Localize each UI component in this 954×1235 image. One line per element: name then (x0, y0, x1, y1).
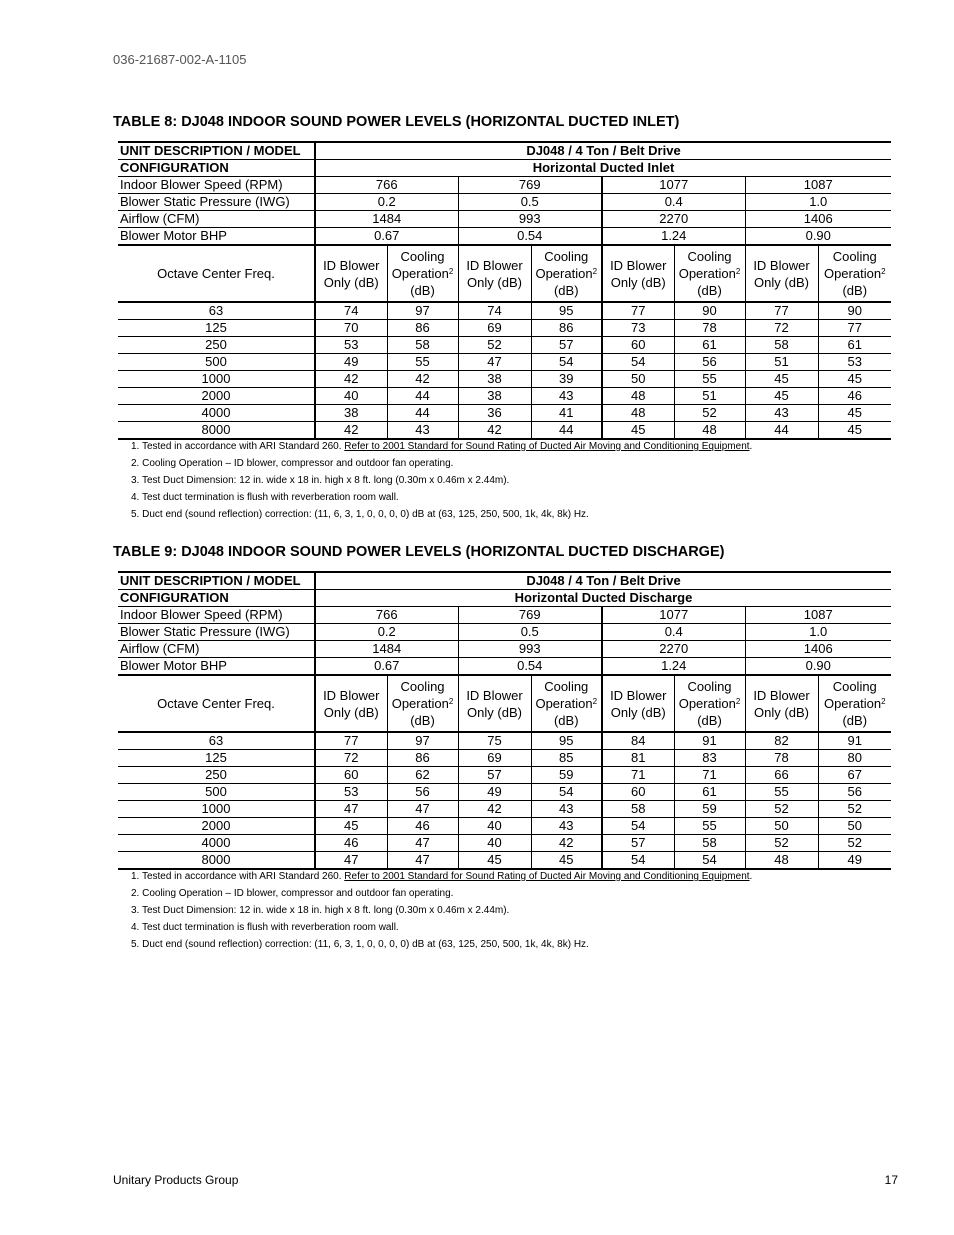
sound-level-value: 47 (387, 835, 458, 852)
sound-level-value: 75 (458, 732, 531, 750)
sound-level-value: 52 (745, 801, 818, 818)
sound-level-value: 47 (387, 801, 458, 818)
sound-level-value: 55 (745, 784, 818, 801)
sound-level-value: 91 (818, 732, 891, 750)
configuration-label: CONFIGURATION (118, 590, 315, 607)
parameter-row (118, 211, 891, 228)
note-5: 5. Duct end (sound reflection) correction: (11, 6, 3, 1, 0, 0, 0, 0) dB at (63, 125, 250, 500, 1k, 4k, 8k) Hz. (131, 509, 589, 520)
parameter-value: 2270 (602, 641, 745, 658)
sound-level-value: 90 (818, 302, 891, 320)
sound-level-value: 38 (458, 371, 531, 388)
sound-level-value: 90 (674, 302, 745, 320)
octave-row (118, 767, 891, 784)
sound-level-value: 69 (458, 750, 531, 767)
blower-only-header: ID Blower Only (dB) (602, 245, 674, 302)
sound-level-value: 74 (458, 302, 531, 320)
cooling-operation-header: Cooling Operation$^2$ (dB) (818, 675, 891, 732)
note-5: 5. Duct end (sound reflection) correction: (11, 6, 3, 1, 0, 0, 0, 0) dB at (63, 125, 250, 500, 1k, 4k, 8k) Hz. (131, 939, 589, 950)
sound-level-value: 58 (674, 835, 745, 852)
octave-frequency: 2000 (118, 818, 315, 835)
sound-level-value: 41 (531, 405, 602, 422)
sound-level-value: 48 (745, 852, 818, 870)
octave-frequency: 1000 (118, 371, 315, 388)
octave-row (118, 422, 891, 440)
octave-frequency: 2000 (118, 388, 315, 405)
sound-level-value: 52 (674, 405, 745, 422)
octave-row (118, 405, 891, 422)
model-row (118, 142, 891, 160)
sound-level-value: 70 (315, 320, 387, 337)
sound-level-value: 39 (531, 371, 602, 388)
cooling-operation-header: Cooling Operation$^2$ (dB) (818, 245, 891, 302)
sound-level-value: 45 (531, 852, 602, 870)
note-2: 2. Cooling Operation – ID blower, compressor and outdoor fan operating. (131, 458, 454, 469)
octave-frequency: 8000 (118, 852, 315, 870)
parameter-label: Airflow (CFM) (118, 641, 315, 658)
sound-level-value: 57 (531, 337, 602, 354)
sound-level-value: 58 (745, 337, 818, 354)
parameter-value: 1406 (745, 211, 891, 228)
parameter-value: 0.67 (315, 658, 458, 676)
sound-level-value: 45 (602, 422, 674, 440)
blower-only-header: ID Blower Only (dB) (745, 675, 818, 732)
note-1: 1. Tested in accordance with ARI Standard 260. Refer to 2001 Standard for Sound Rating of Ducted Air Moving and Conditioning Equipment. (131, 441, 753, 452)
page-number: 17 (884, 1173, 898, 1187)
sound-level-value: 44 (745, 422, 818, 440)
blower-only-header: ID Blower Only (dB) (315, 675, 387, 732)
sound-level-value: 52 (458, 337, 531, 354)
sound-level-value: 56 (387, 784, 458, 801)
sound-level-value: 56 (818, 784, 891, 801)
parameter-value: 0.2 (315, 194, 458, 211)
cooling-operation-header: Cooling Operation$^2$ (dB) (531, 245, 602, 302)
sound-level-value: 66 (745, 767, 818, 784)
model-value: DJ048 / 4 Ton / Belt Drive (315, 572, 891, 590)
model-value: DJ048 / 4 Ton / Belt Drive (315, 142, 891, 160)
octave-row (118, 818, 891, 835)
sound-level-value: 50 (818, 818, 891, 835)
blower-only-header: ID Blower Only (dB) (602, 675, 674, 732)
sound-level-value: 47 (315, 801, 387, 818)
sound-level-value: 59 (674, 801, 745, 818)
octave-frequency: 250 (118, 337, 315, 354)
octave-frequency: 125 (118, 320, 315, 337)
sound-level-value: 86 (387, 320, 458, 337)
parameter-value: 1077 (602, 607, 745, 624)
parameter-value: 0.5 (458, 194, 602, 211)
octave-row (118, 302, 891, 320)
cooling-operation-header: Cooling Operation$^2$ (dB) (531, 675, 602, 732)
note-3: 3. Test Duct Dimension: 12 in. wide x 18 in. high x 8 ft. long (0.30m x 0.46m x 2.44m). (131, 905, 510, 916)
sound-level-value: 40 (458, 818, 531, 835)
sound-level-value: 74 (315, 302, 387, 320)
sound-level-value: 57 (458, 767, 531, 784)
sound-level-value: 42 (315, 422, 387, 440)
sound-level-value: 86 (387, 750, 458, 767)
sound-level-value: 54 (674, 852, 745, 870)
model-label: UNIT DESCRIPTION / MODEL (118, 142, 315, 160)
sound-level-value: 50 (602, 371, 674, 388)
sound-level-value: 57 (602, 835, 674, 852)
sound-level-value: 51 (745, 354, 818, 371)
octave-frequency: 63 (118, 302, 315, 320)
sound-level-value: 78 (674, 320, 745, 337)
footer-company: Unitary Products Group (113, 1173, 239, 1187)
parameter-value: 993 (458, 641, 602, 658)
octave-row (118, 835, 891, 852)
standard-reference: Refer to 2001 Standard for Sound Rating of Ducted Air Moving and Conditioning Equipment (344, 441, 750, 452)
parameter-value: 0.90 (745, 228, 891, 246)
parameter-row (118, 641, 891, 658)
octave-row (118, 320, 891, 337)
sound-level-value: 47 (387, 852, 458, 870)
sound-level-value: 43 (531, 801, 602, 818)
octave-frequency: 250 (118, 767, 315, 784)
sound-level-value: 81 (602, 750, 674, 767)
octave-row (118, 852, 891, 870)
octave-frequency: 125 (118, 750, 315, 767)
parameter-value: 766 (315, 607, 458, 624)
sound-level-value: 43 (387, 422, 458, 440)
sound-level-value: 97 (387, 302, 458, 320)
parameter-label: Blower Static Pressure (IWG) (118, 194, 315, 211)
sound-level-value: 42 (531, 835, 602, 852)
sound-level-value: 54 (602, 852, 674, 870)
sound-level-value: 62 (387, 767, 458, 784)
parameter-row (118, 658, 891, 676)
parameter-value: 0.54 (458, 228, 602, 246)
parameter-value: 0.4 (602, 194, 745, 211)
blower-only-header: ID Blower Only (dB) (458, 245, 531, 302)
octave-header: Octave Center Freq. (118, 245, 315, 302)
sound-level-value: 71 (602, 767, 674, 784)
sound-level-value: 54 (602, 818, 674, 835)
parameter-value: 0.67 (315, 228, 458, 246)
sound-level-value: 38 (458, 388, 531, 405)
sound-level-value: 48 (602, 405, 674, 422)
octave-frequency: 500 (118, 784, 315, 801)
parameter-value: 0.4 (602, 624, 745, 641)
note-3: 3. Test Duct Dimension: 12 in. wide x 18 in. high x 8 ft. long (0.30m x 0.46m x 2.44m). (131, 475, 510, 486)
sound-level-value: 38 (315, 405, 387, 422)
octave-header: Octave Center Freq. (118, 675, 315, 732)
sound-level-value: 49 (818, 852, 891, 870)
parameter-value: 1077 (602, 177, 745, 194)
column-header-row (118, 245, 891, 302)
octave-row (118, 732, 891, 750)
cooling-operation-header: Cooling Operation$^2$ (dB) (674, 675, 745, 732)
sound-level-value: 56 (674, 354, 745, 371)
parameter-value: 1.0 (745, 194, 891, 211)
sound-level-value: 42 (387, 371, 458, 388)
table-8-title: TABLE 8: DJ048 INDOOR SOUND POWER LEVELS (HORIZONTAL DUCTED INLET) (113, 114, 680, 130)
sound-level-value: 61 (674, 337, 745, 354)
configuration-row (118, 160, 891, 177)
sound-level-value: 77 (315, 732, 387, 750)
table-8 (118, 141, 891, 440)
sound-level-value: 59 (531, 767, 602, 784)
sound-level-value: 47 (315, 852, 387, 870)
parameter-label: Airflow (CFM) (118, 211, 315, 228)
configuration-label: CONFIGURATION (118, 160, 315, 177)
octave-row (118, 337, 891, 354)
sound-level-value: 72 (745, 320, 818, 337)
sound-level-value: 72 (315, 750, 387, 767)
cooling-operation-header: Cooling Operation$^2$ (dB) (674, 245, 745, 302)
table-9 (118, 571, 891, 870)
sound-level-value: 54 (602, 354, 674, 371)
sound-level-value: 52 (745, 835, 818, 852)
sound-level-value: 61 (818, 337, 891, 354)
note-1: 1. Tested in accordance with ARI Standard 260. Refer to 2001 Standard for Sound Rating of Ducted Air Moving and Conditioning Equipment. (131, 871, 753, 882)
octave-row (118, 371, 891, 388)
configuration-value: Horizontal Ducted Discharge (315, 590, 891, 607)
document-id: 036-21687-002-A-1105 (113, 52, 247, 67)
sound-level-value: 58 (387, 337, 458, 354)
sound-level-value: 58 (602, 801, 674, 818)
parameter-row (118, 228, 891, 246)
sound-level-value: 73 (602, 320, 674, 337)
parameter-value: 0.54 (458, 658, 602, 676)
sound-level-value: 97 (387, 732, 458, 750)
sound-level-value: 52 (818, 801, 891, 818)
sound-level-value: 46 (315, 835, 387, 852)
sound-level-value: 77 (602, 302, 674, 320)
parameter-value: 0.2 (315, 624, 458, 641)
sound-level-value: 95 (531, 302, 602, 320)
sound-level-value: 45 (745, 388, 818, 405)
configuration-row (118, 590, 891, 607)
sound-level-value: 53 (818, 354, 891, 371)
sound-level-value: 52 (818, 835, 891, 852)
sound-level-value: 49 (458, 784, 531, 801)
sound-level-value: 48 (602, 388, 674, 405)
table-9-notes (131, 868, 752, 953)
parameter-value: 1406 (745, 641, 891, 658)
parameter-value: 1.24 (602, 658, 745, 676)
octave-row (118, 354, 891, 371)
octave-frequency: 1000 (118, 801, 315, 818)
sound-level-value: 45 (818, 405, 891, 422)
octave-row (118, 784, 891, 801)
table-8-body (118, 142, 891, 439)
parameter-row (118, 177, 891, 194)
sound-level-value: 77 (745, 302, 818, 320)
sound-level-value: 51 (674, 388, 745, 405)
sound-level-value: 53 (315, 337, 387, 354)
parameter-value: 1087 (745, 607, 891, 624)
parameter-row (118, 607, 891, 624)
parameter-row (118, 194, 891, 211)
table-9-title: TABLE 9: DJ048 INDOOR SOUND POWER LEVELS (HORIZONTAL DUCTED DISCHARGE) (113, 544, 725, 560)
sound-level-value: 53 (315, 784, 387, 801)
standard-reference: Refer to 2001 Standard for Sound Rating of Ducted Air Moving and Conditioning Equipment (344, 871, 750, 882)
octave-frequency: 4000 (118, 835, 315, 852)
sound-level-value: 45 (818, 422, 891, 440)
sound-level-value: 77 (818, 320, 891, 337)
parameter-label: Indoor Blower Speed (RPM) (118, 607, 315, 624)
sound-level-value: 45 (458, 852, 531, 870)
cooling-operation-header: Cooling Operation$^2$ (dB) (387, 245, 458, 302)
sound-level-value: 46 (387, 818, 458, 835)
sound-level-value: 49 (315, 354, 387, 371)
sound-level-value: 48 (674, 422, 745, 440)
sound-level-value: 47 (458, 354, 531, 371)
blower-only-header: ID Blower Only (dB) (745, 245, 818, 302)
sound-level-value: 42 (458, 801, 531, 818)
sound-level-value: 42 (458, 422, 531, 440)
sound-level-value: 67 (818, 767, 891, 784)
sound-level-value: 40 (458, 835, 531, 852)
sound-level-value: 55 (674, 818, 745, 835)
parameter-value: 766 (315, 177, 458, 194)
sound-level-value: 43 (531, 818, 602, 835)
parameter-value: 0.90 (745, 658, 891, 676)
table-9-body (118, 572, 891, 869)
parameter-row (118, 624, 891, 641)
sound-level-value: 44 (387, 405, 458, 422)
parameter-label: Blower Motor BHP (118, 228, 315, 246)
sound-level-value: 54 (531, 354, 602, 371)
sound-level-value: 50 (745, 818, 818, 835)
octave-row (118, 750, 891, 767)
sound-level-value: 55 (387, 354, 458, 371)
sound-level-value: 36 (458, 405, 531, 422)
parameter-value: 769 (458, 607, 602, 624)
sound-level-value: 43 (531, 388, 602, 405)
sound-level-value: 61 (674, 784, 745, 801)
configuration-value: Horizontal Ducted Inlet (315, 160, 891, 177)
sound-level-value: 45 (315, 818, 387, 835)
sound-level-value: 85 (531, 750, 602, 767)
sound-level-value: 55 (674, 371, 745, 388)
parameter-value: 1484 (315, 641, 458, 658)
parameter-value: 769 (458, 177, 602, 194)
parameter-label: Indoor Blower Speed (RPM) (118, 177, 315, 194)
parameter-value: 993 (458, 211, 602, 228)
sound-level-value: 45 (818, 371, 891, 388)
sound-level-value: 82 (745, 732, 818, 750)
parameter-label: Blower Static Pressure (IWG) (118, 624, 315, 641)
sound-level-value: 43 (745, 405, 818, 422)
parameter-value: 1484 (315, 211, 458, 228)
sound-level-value: 54 (531, 784, 602, 801)
octave-row (118, 801, 891, 818)
parameter-value: 1087 (745, 177, 891, 194)
sound-level-value: 78 (745, 750, 818, 767)
blower-only-header: ID Blower Only (dB) (458, 675, 531, 732)
octave-frequency: 4000 (118, 405, 315, 422)
sound-level-value: 60 (602, 784, 674, 801)
model-label: UNIT DESCRIPTION / MODEL (118, 572, 315, 590)
octave-frequency: 63 (118, 732, 315, 750)
model-row (118, 572, 891, 590)
parameter-label: Blower Motor BHP (118, 658, 315, 676)
parameter-value: 1.0 (745, 624, 891, 641)
parameter-value: 2270 (602, 211, 745, 228)
sound-level-value: 44 (387, 388, 458, 405)
sound-level-value: 95 (531, 732, 602, 750)
octave-frequency: 8000 (118, 422, 315, 440)
note-2: 2. Cooling Operation – ID blower, compressor and outdoor fan operating. (131, 888, 454, 899)
note-4: 4. Test duct termination is flush with reverberation room wall. (131, 492, 399, 503)
column-header-row (118, 675, 891, 732)
table-8-notes (131, 438, 752, 523)
parameter-value: 0.5 (458, 624, 602, 641)
sound-level-value: 80 (818, 750, 891, 767)
sound-level-value: 60 (602, 337, 674, 354)
sound-level-value: 69 (458, 320, 531, 337)
sound-level-value: 83 (674, 750, 745, 767)
blower-only-header: ID Blower Only (dB) (315, 245, 387, 302)
octave-frequency: 500 (118, 354, 315, 371)
sound-level-value: 45 (745, 371, 818, 388)
sound-level-value: 71 (674, 767, 745, 784)
sound-level-value: 46 (818, 388, 891, 405)
sound-level-value: 42 (315, 371, 387, 388)
parameter-value: 1.24 (602, 228, 745, 246)
sound-level-value: 60 (315, 767, 387, 784)
sound-level-value: 44 (531, 422, 602, 440)
note-4: 4. Test duct termination is flush with reverberation room wall. (131, 922, 399, 933)
sound-level-value: 84 (602, 732, 674, 750)
sound-level-value: 86 (531, 320, 602, 337)
cooling-operation-header: Cooling Operation$^2$ (dB) (387, 675, 458, 732)
sound-level-value: 91 (674, 732, 745, 750)
octave-row (118, 388, 891, 405)
sound-level-value: 40 (315, 388, 387, 405)
